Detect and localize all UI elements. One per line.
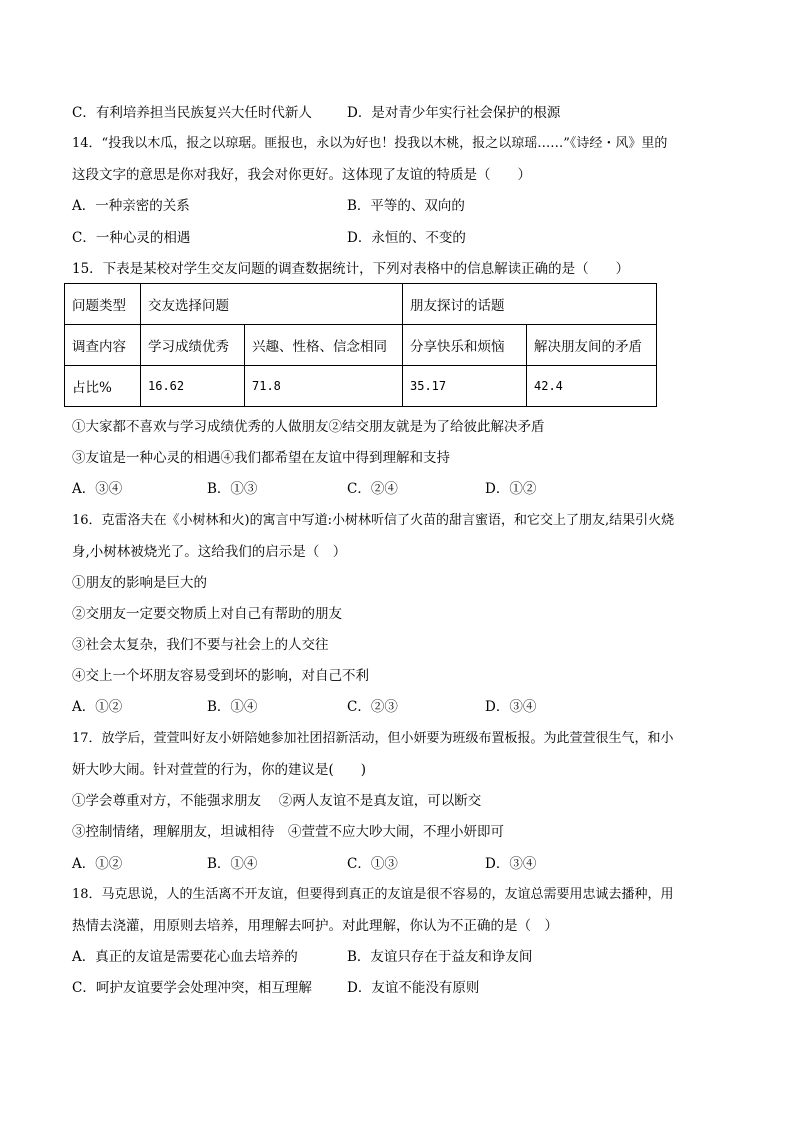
table-header-cell: 问题类型: [65, 284, 141, 325]
q16-option-d: D．③④: [485, 699, 537, 715]
q15-option-a: A．③④: [72, 481, 123, 497]
table-cell: 16.62: [141, 366, 245, 407]
q15-statement-2: ③友谊是一种心灵的相遇④我们都希望在友谊中得到理解和支持: [72, 450, 450, 466]
q15-stem: 15．下表是某校对学生交友问题的调查数据统计，下列对表格中的信息解读正确的是（ ）: [72, 261, 630, 277]
table-cell: 兴趣、性格、信念相同: [245, 325, 403, 366]
q17-stem-line1: 17．放学后，萱萱叫好友小妍陪她参加社团招新活动，但小妍要为班级布置板报。为此萱萱很生气，和小: [72, 731, 674, 746]
table-cell: 35.17: [403, 366, 527, 407]
table-row: [65, 325, 657, 366]
q16-option-c: C．②③: [347, 699, 398, 715]
q13-option-d: D．是对青少年实行社会保护的根源: [347, 105, 561, 121]
table-cell: 占比%: [65, 366, 141, 407]
table-cell: 71.8: [245, 366, 403, 407]
q15-option-c: C．②④: [347, 481, 398, 497]
q16-stem-line2: 身,小树林被烧光了。这给我们的启示是（ ）: [72, 544, 347, 560]
q15-statement-1: ①大家都不喜欢与学习成绩优秀的人做朋友②结交朋友就是为了给彼此解决矛盾: [72, 419, 545, 435]
q17-statements-1-2: ①学会尊重对方，不能强求朋友 ②两人友谊不是真友谊，可以断交: [72, 793, 482, 809]
q15-option-d: D．①②: [485, 481, 537, 497]
q14-option-c: C．一种心灵的相遇: [72, 230, 191, 246]
table-row: [65, 284, 657, 325]
survey-table: [64, 283, 657, 407]
q18-stem-line1: 18．马克思说，人的生活离不开友谊，但要得到真正的友谊是很不容易的，友谊总需要用忠诚去播种，用: [72, 887, 674, 902]
q17-option-a: A．①②: [72, 856, 123, 872]
table-header-cell: 朋友探讨的话题: [403, 284, 657, 325]
q14-option-d: D．永恒的、不变的: [347, 230, 466, 246]
table-cell: 分享快乐和烦恼: [403, 325, 527, 366]
q17-option-c: C．①③: [347, 856, 398, 872]
q16-statement-2: ②交朋友一定要交物质上对自己有帮助的朋友: [72, 606, 342, 622]
q16-stem-line1: 16．克雷洛夫在《小树林和火)的寓言中写道:小树林听信了火苗的甜言蜜语，和它交上了朋友,结果引火烧: [72, 513, 675, 528]
table-header-cell: 交友选择问题: [141, 284, 403, 325]
q18-stem-line2: 热情去浇灌，用原则去培养，用理解去呵护。对此理解，你认为不正确的是（ ）: [72, 918, 558, 934]
table-row: [65, 366, 657, 407]
q16-statement-4: ④交上一个坏朋友容易受到坏的影响，对自己不利: [72, 668, 369, 684]
table-cell: 调查内容: [65, 325, 141, 366]
q17-stem-line2: 妍大吵大闹。针对萱萱的行为，你的建议是( ): [72, 762, 367, 778]
q14-stem-line2: 这段文字的意思是你对我好，我会对你更好。这体现了友谊的特质是（ ）: [72, 167, 531, 183]
q15-option-b: B．①③: [207, 481, 258, 497]
q16-statement-3: ③社会太复杂，我们不要与社会上的人交往: [72, 637, 329, 653]
q14-stem-line1: 14．“投我以木瓜，报之以琼琚。匪报也，永以为好也！投我以木桃，报之以琼瑶……”《诗经・风》里的: [72, 136, 668, 151]
q18-option-d: D．友谊不能没有原则: [347, 980, 480, 996]
table-cell: 解决朋友间的矛盾: [527, 325, 657, 366]
q14-option-a: A．一种亲密的关系: [72, 198, 190, 214]
q17-statements-3-4: ③控制情绪，理解朋友，坦诚相待 ④萱萱不应大吵大闹，不理小妍即可: [72, 824, 504, 840]
q17-option-d: D．③④: [485, 856, 537, 872]
q16-option-a: A．①②: [72, 699, 123, 715]
q16-option-b: B．①④: [207, 699, 258, 715]
table-cell: 42.4: [527, 366, 657, 407]
q14-option-b: B．平等的、双向的: [347, 198, 465, 214]
q16-statement-1: ①朋友的影响是巨大的: [72, 575, 207, 591]
q18-option-b: B．友谊只存在于益友和诤友间: [347, 949, 533, 965]
q18-option-c: C．呵护友谊要学会处理冲突，相互理解: [72, 980, 312, 996]
q17-option-b: B．①④: [207, 856, 258, 872]
q13-option-c: C．有利培养担当民族复兴大任时代新人: [72, 105, 312, 121]
table-cell: 学习成绩优秀: [141, 325, 245, 366]
q18-option-a: A．真正的友谊是需要花心血去培养的: [72, 949, 298, 965]
